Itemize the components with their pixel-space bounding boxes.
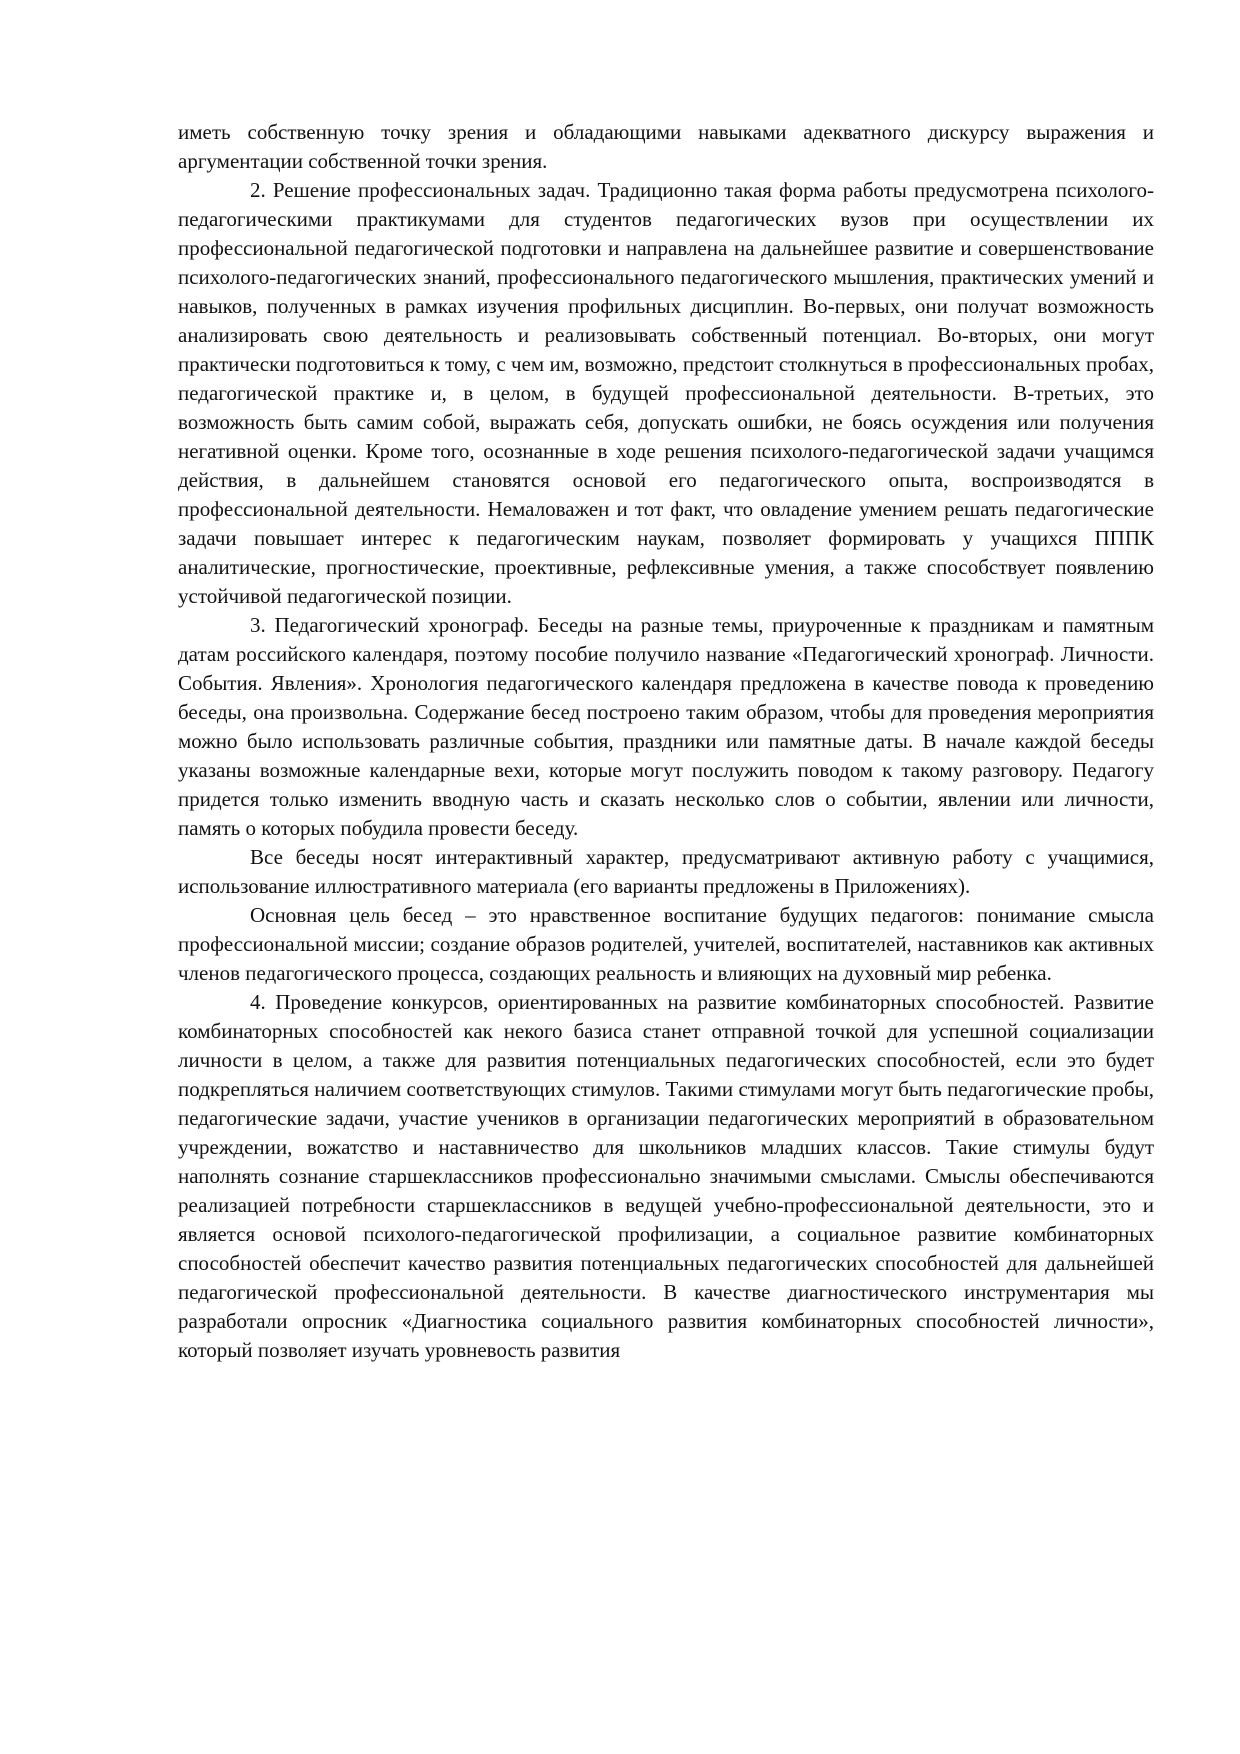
paragraph-main-goal: Основная цель бесед – это нравственное воспитание будущих педагогов: понимание смысла профессиональной миссии; создание образов родителей, учителей, воспитателей, наставников как активных членов педагогического процесса, создающих реальность и влияющих на духовный мир ребенка. — [178, 903, 1154, 985]
paragraph-pedagogical-chronograph: 3. Педагогический хронограф. Беседы на разные темы, приуроченные к праздникам и памятным датам российского календаря, поэтому пособие получило название «Педагогический хронограф. Личности. События. Явления». Хронология педагогического календаря предложена в качестве повода к проведению беседы, она произвольна. Содержание бесед построено таким образом, чтобы для проведения мероприятия можно было использовать различные события, праздники или памятные даты. В начале каждой беседы указаны возможные календарные вехи, которые могут послужить поводом к такому разговору. Педагогу придется только изменить вводную часть и сказать несколько слов о событии, явлении или личности, память о которых побудила провести беседу. — [178, 613, 1154, 840]
paragraph-continuation: иметь собственную точку зрения и обладающими навыками адекватного дискурсу выражения и аргументации собственной точки зрения. — [178, 120, 1154, 173]
document-page — [178, 118, 1154, 1678]
paragraph-contests: 4. Проведение конкурсов, ориентированных на развитие комбинаторных способностей. Развитие комбинаторных способностей как некого базиса станет отправной точкой для успешной социализации личности в целом, а также для развития потенциальных педагогических способностей, если это будет подкрепляться наличием соответствующих стимулов. Такими стимулами могут быть педагогические пробы, педагогические задачи, участие учеников в организации педагогических мероприятий в образовательном учреждении, вожатство и наставничество для школьников младших классов. Такие стимулы будут наполнять сознание старшеклассников профессионально значимыми смыслами. Смыслы обеспечиваются реализацией потребности старшеклассников в ведущей учебно-профессиональной деятельности, это и является основой психолого-педагогической профилизации, а социальное развитие комбинаторных способностей обеспечит качество развития потенциальных педагогических способностей для дальнейшей педагогической профессиональной деятельности. В качестве диагностического инструментария мы разработали опросник «Диагностика социального развития комбинаторных способностей личности», который позволяет изучать уровневость развития — [178, 990, 1154, 1362]
paragraph-professional-tasks: 2. Решение профессиональных задач. Традиционно такая форма работы предусмотрена психолого-педагогическими практикумами для студентов педагогических вузов при осуществлении их профессиональной педагогической подготовки и направлена на дальнейшее развитие и совершенствование психолого-педагогических знаний, профессионального педагогического мышления, практических умений и навыков, полученных в рамках изучения профильных дисциплин. Во-первых, они получат возможность анализировать свою деятельность и реализовывать собственный потенциал. Во-вторых, они могут практически подготовиться к тому, с чем им, возможно, предстоит столкнуться в профессиональных пробах, педагогической практике и, в целом, в будущей профессиональной деятельности. В-третьих, это возможность быть самим собой, выражать себя, допускать ошибки, не боясь осуждения или получения негативной оценки. Кроме того, осознанные в ходе решения психолого-педагогической задачи учащимся действия, в дальнейшем становятся основой его педагогического опыта, воспроизводятся в профессиональной деятельности. Немаловажен и тот факт, что овладение умением решать педагогические задачи повышает интерес к педагогическим наукам, позволяет формировать у учащихся ПППК аналитические, прогностические, проективные, рефлексивные умения, а также способствует появлению устойчивой педагогической позиции. — [178, 178, 1154, 608]
paragraph-interactive-talks: Все беседы носят интерактивный характер, предусматривают активную работу с учащимися, использование иллюстративного материала (его варианты предложены в Приложениях). — [178, 845, 1154, 898]
